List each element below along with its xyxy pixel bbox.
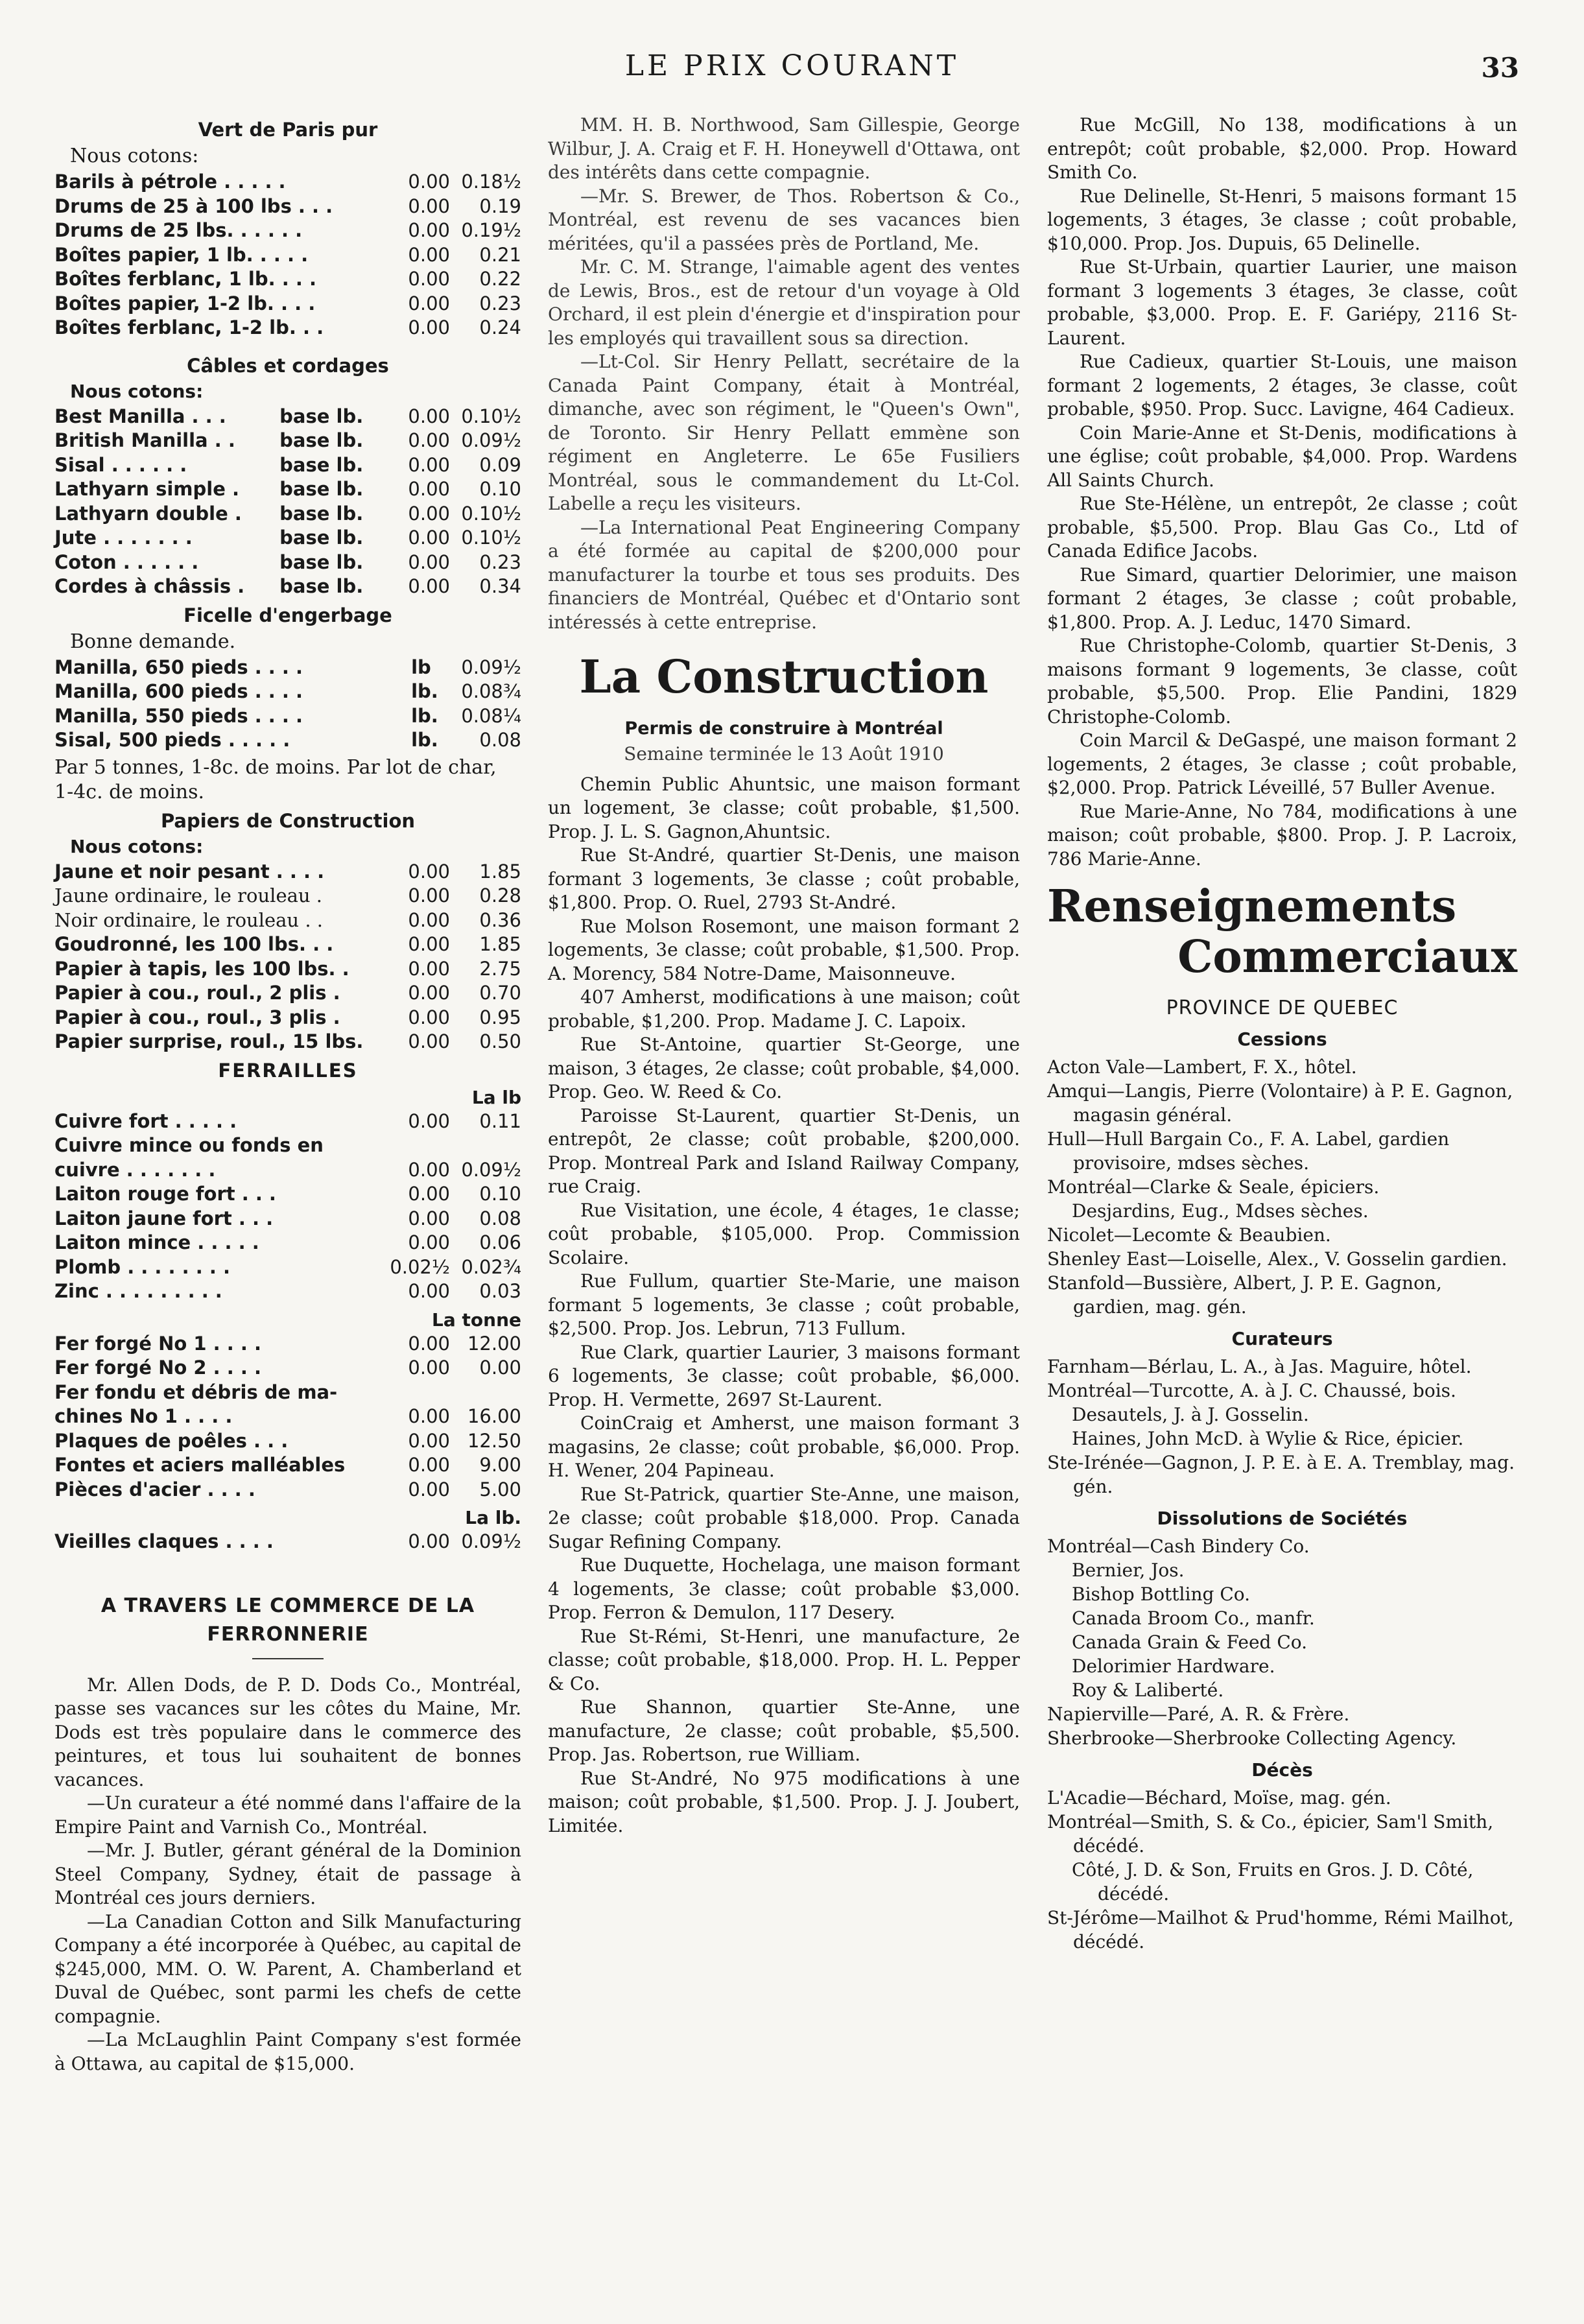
item-unit: base lb. <box>279 527 364 549</box>
paragraph: Rue St-Patrick, quartier Ste-Anne, une maison, 2e classe; coût probable $18,000. Prop. Canada Sugar Refining Company. <box>548 1483 1020 1552</box>
paragraph: Coin Marcil & DeGaspé, une maison formant 2 logements, 2 étages, 3e classe ; coût probable, $2,000. Prop. Patrick Léveillé, 57 Buller Avenue. <box>1047 729 1517 798</box>
price-row <box>54 1478 521 1502</box>
item-name: Goudronné, les 100 lbs. . . <box>54 933 334 955</box>
price-high: 0.09½ <box>461 429 521 451</box>
list-entry: Montréal—Smith, S. & Co., épicier, Sam'l Smith, décédé. <box>1047 1811 1494 1856</box>
price-table-ferrailles-lb <box>54 1109 521 1304</box>
paragraph: —Lt-Col. Sir Henry Pellatt, secrétaire de la Canada Paint Company, était à Montréal, dimanche, avec son régiment, le "Queen's Own", de Toronto. Sir Henry Pellatt emmène son régiment en Angleterre. Le 65e Fusiliers Montréal, sous le commandement du Lt-Col. Labelle a reçu les visiteurs. <box>548 351 1020 514</box>
price-high: 0.23 <box>479 551 521 573</box>
paragraph: Chemin Public Ahuntsic, une maison formant un logement, 3e classe; coût probable, $1,500. Prop. J. L. S. Gagnon,Ahuntsic. <box>548 773 1020 842</box>
section-subline: Nous cotons: <box>70 145 199 167</box>
price-low: 0.00 <box>408 478 450 500</box>
item-name: Papier surprise, roul., 15 lbs. <box>54 1030 364 1052</box>
list-entry: Sherbrooke—Sherbrooke Collecting Agency. <box>1047 1727 1457 1749</box>
price-high: 0.06 <box>479 1231 521 1253</box>
price-low: 0.00 <box>408 1454 450 1476</box>
price-low: 0.00 <box>408 1357 450 1379</box>
section-subline: Nous cotons: <box>70 380 204 402</box>
paragraph: —La International Peat Engineering Company a été formée au capital de $200,000 pour manufacturer la tourbe et tous ses produits. Des financiers de Montréal, Québec et d'Ontario sont intéressés à cette entreprise. <box>548 516 1020 633</box>
price-low: 0.00 <box>408 292 450 314</box>
deces-list <box>1047 1786 1517 1954</box>
item-name: Drums de 25 lbs. . . . . . <box>54 219 303 241</box>
price-high: 0.23 <box>479 292 521 314</box>
price-low: 0.00 <box>408 405 450 427</box>
item-name: Sisal, 500 pieds . . . . . <box>54 729 290 751</box>
news-article <box>548 113 1020 634</box>
price-low: 0.00 <box>408 316 450 338</box>
price-row <box>54 728 521 753</box>
price-table-ferrailles-lb2 <box>54 1530 521 1554</box>
paragraph: Mr. C. M. Strange, l'aimable agent des ventes de Lewis, Bros., est de retour d'un voyage à Old Orchard, il est plein d'énergie et d'inspiration pour les employés qui travaillent sous sa direction. <box>548 256 1020 349</box>
price-row <box>54 908 521 933</box>
list-entry: Nicolet—Lecomte & Beaubien. <box>1047 1224 1331 1246</box>
curateurs-list <box>1047 1355 1517 1499</box>
paragraph: Rue St-André, No 975 modifications à une maison; coût probable, $1,500. Prop. J. J. Joubert, Limitée. <box>548 1767 1020 1836</box>
price-low: 0.00 <box>408 1231 450 1253</box>
paragraph: Rue Clark, quartier Laurier, 3 maisons formant 6 logements, 3e classe; coût probable, $6,000. Prop. H. Vermette, 2697 St-Laurent. <box>548 1341 1020 1410</box>
price-low <box>379 1381 450 1405</box>
paragraph: —Mr. S. Brewer, de Thos. Robertson & Co., Montréal, est revenu de ses vacances bien méritées, qu'il a passées près de Portland, Me. <box>548 185 1020 254</box>
week-line: Semaine terminée le 13 Août 1910 <box>624 743 944 765</box>
item-name: Cuivre fort . . . . . <box>54 1109 237 1132</box>
list-entry: Montréal—Cash Bindery Co. <box>1047 1536 1310 1557</box>
paragraph: Rue Duquette, Hochelaga, une maison formant 4 logements, 3e classe; coût probable $3,000. Prop. Ferron & Demulon, 117 Desery. <box>548 1554 1020 1623</box>
item-unit: base lb. <box>279 478 364 500</box>
list-entry: Farnham—Bérlau, L. A., à Jas. Maguire, hôtel. <box>1047 1356 1472 1377</box>
price-row <box>54 1453 521 1478</box>
price-low: 0.00 <box>408 957 450 980</box>
item-name: Manilla, 650 pieds . . . . <box>54 656 303 678</box>
price-high: 0.24 <box>479 316 521 338</box>
paragraph: Coin Marie-Anne et St-Denis, modifications à une église; coût probable, $4,000. Prop. Wardens All Saints Church. <box>1047 421 1517 491</box>
price-row <box>54 195 521 219</box>
item-name: Laiton jaune fort . . . <box>54 1207 274 1229</box>
price-high: 0.50 <box>479 1030 521 1052</box>
price-high: 0.10 <box>479 1183 521 1205</box>
price-low: 0.00 <box>408 551 450 573</box>
list-entry: Desautels, J. à J. Gosselin. <box>1072 1404 1309 1425</box>
item-name: Noir ordinaire, le rouleau . . <box>54 908 323 931</box>
price-high: 0.19 <box>479 195 521 217</box>
item-unit: lb. <box>411 704 438 727</box>
price-high: 0.34 <box>479 575 521 597</box>
item-name: Cuivre mince ou fonds en <box>54 1134 324 1156</box>
unit-heading: La lb <box>471 1086 521 1108</box>
price-low: 0.00 <box>408 502 450 525</box>
item-unit: lb <box>411 656 431 678</box>
paragraph: —La Canadian Cotton and Silk Manufacturing Company a été incorporée à Québec, au capital de $245,000, MM. O. W. Parent, A. Chamberland et Duval de Québec, sont parmi les chefs de cette compagnie. <box>54 1910 521 2027</box>
list-entry: Stanfold—Bussière, Albert, J. P. E. Gagnon, gardien, mag. gén. <box>1047 1272 1442 1318</box>
dissolutions-heading: Dissolutions de Sociétés <box>1157 1508 1408 1529</box>
list-entry: L'Acadie—Béchard, Moïse, mag. gén. <box>1047 1787 1391 1808</box>
price-high: 0.36 <box>479 908 521 931</box>
price-row <box>54 267 521 292</box>
price-high: 0.09½ <box>461 656 521 678</box>
paragraph: Rue Ste-Hélène, un entrepôt, 2e classe ; coût probable, $5,500. Prop. Blau Gas Co., Ltd of Canada Edifice Jacobs. <box>1047 493 1517 562</box>
price-row <box>54 405 521 429</box>
paragraph: Rue Fullum, quartier Ste-Marie, une maison formant 5 logements, 3e classe ; coût probable, $2,500. Prop. Jos. Lebrun, 713 Fullum. <box>548 1270 1020 1339</box>
list-entry: Haines, John McD. à Wylie & Rice, épicier. <box>1072 1428 1464 1449</box>
price-low: 0.00 <box>408 219 450 241</box>
price-low: 0.00 <box>408 908 450 931</box>
paragraph: Rue St-Urbain, quartier Laurier, une maison formant 3 logements 3 étages, 3e classe, coût probable, $3,000. Prop. E. F. Gariépy, 2116 St-Laurent. <box>1047 256 1517 349</box>
list-entry: Desjardins, Eug., Mdses sèches. <box>1072 1200 1369 1222</box>
column-prices <box>54 113 521 2076</box>
item-name: cuivre . . . . . . . <box>54 1158 216 1181</box>
price-row <box>54 453 521 478</box>
paragraph: Rue Simard, quartier Delorimier, une maison formant 2 étages, 3e classe ; coût probable, $1,800. Prop. A. J. Leduc, 1470 Simard. <box>1047 563 1517 633</box>
price-high: 12.50 <box>467 1429 521 1452</box>
price-low <box>379 1133 450 1158</box>
item-unit: lb. <box>411 680 438 702</box>
price-high: 0.10½ <box>461 502 521 525</box>
list-entry: Bishop Bottling Co. <box>1072 1583 1251 1605</box>
paragraph: Rue Marie-Anne, No 784, modifications à une maison; coût probable, $800. Prop. J. P. Lacroix, 786 Marie-Anne. <box>1047 800 1517 870</box>
permis-heading: Permis de construire à Montréal <box>624 718 943 739</box>
item-name: Boîtes papier, 1 lb. . . . . <box>54 243 309 266</box>
permits-list-continued <box>1047 113 1517 871</box>
item-unit: base lb. <box>279 453 364 476</box>
price-row <box>54 1030 521 1054</box>
price-high: 0.08 <box>479 729 521 751</box>
item-name: Manilla, 550 pieds . . . . <box>54 704 303 727</box>
price-row <box>54 1405 521 1429</box>
price-row <box>54 219 521 243</box>
price-high: 0.70 <box>479 982 521 1004</box>
paragraph: Rue Delinelle, St-Henri, 5 maisons formant 15 logements, 3 étages, 3e classe ; coût probable, $10,000. Prop. Jos. Dupuis, 65 Delinelle. <box>1047 185 1517 254</box>
item-name: Jaune et noir pesant . . . . <box>54 860 325 883</box>
divider <box>252 1658 324 1659</box>
price-low: 0.00 <box>408 1405 450 1427</box>
price-row <box>54 477 521 502</box>
price-high: 0.22 <box>479 268 521 290</box>
item-name: Laiton rouge fort . . . <box>54 1183 276 1205</box>
item-name: Fer forgé No 2 . . . . <box>54 1357 261 1379</box>
price-row <box>54 1207 521 1231</box>
list-entry: Acton Vale—Lambert, F. X., hôtel. <box>1047 1056 1357 1078</box>
price-row <box>54 1109 521 1134</box>
paragraph: —Un curateur a été nommé dans l'affaire de la Empire Paint and Varnish Co., Montréal. <box>54 1792 521 1838</box>
renseignements-line-1: Renseignements <box>1047 881 1457 932</box>
paragraph: 407 Amherst, modifications à une maison; coût probable, $1,200. Prop. Madame J. C. Lapoix. <box>548 986 1020 1032</box>
price-high: 0.28 <box>479 884 521 907</box>
item-unit: base lb. <box>279 551 364 573</box>
price-low: 0.00 <box>408 884 450 907</box>
dissolutions-list <box>1047 1534 1517 1750</box>
item-name: Lathyarn simple . <box>54 478 239 500</box>
paragraph: —Mr. J. Butler, gérant général de la Dominion Steel Company, Sydney, était de passage à Montréal ces jours derniers. <box>54 1840 521 1908</box>
paragraph: —La McLaughlin Paint Company s'est formée à Ottawa, au capital de $15,000. <box>54 2029 521 2074</box>
price-row <box>54 1133 521 1158</box>
price-high: 0.11 <box>479 1109 521 1132</box>
price-high: 0.09½ <box>461 1158 521 1181</box>
paragraph: Rue McGill, No 138, modifications à un entrepôt; coût probable, $2,000. Prop. Howard Smith Co. <box>1047 114 1517 183</box>
price-high: 0.08¾ <box>461 680 521 702</box>
price-low: 0.00 <box>408 933 450 955</box>
section-heading-vert-de-paris: Vert de Paris pur <box>198 119 378 141</box>
price-low: 0.00 <box>408 195 450 217</box>
section-heading-papiers: Papiers de Construction <box>160 809 416 832</box>
section-heading-ferrailles: FERRAILLES <box>218 1059 358 1082</box>
price-table-cables <box>54 405 521 599</box>
item-name: chines No 1 . . . . <box>54 1405 233 1427</box>
paragraph: Rue St-Rémi, St-Henri, une manufacture, 2e classe; coût probable, $18,000. Prop. H. L. Pepper & Co. <box>548 1625 1020 1694</box>
paragraph: Rue St-André, quartier St-Denis, une maison formant 3 logements, 3e classe ; coût probable, $1,800. Prop. O. Ruel, 2793 St-André. <box>548 844 1020 913</box>
price-high: 0.00 <box>479 1357 521 1379</box>
price-low: 0.00 <box>408 982 450 1004</box>
price-row <box>54 1530 521 1554</box>
cessions-heading: Cessions <box>1237 1028 1327 1050</box>
province-heading: PROVINCE DE QUEBEC <box>1166 997 1399 1019</box>
item-name: Fer forgé No 1 . . . . <box>54 1332 261 1355</box>
paragraph: Rue Visitation, une école, 4 étages, 1e classe; coût probable, $105,000. Prop. Commission Scolaire. <box>548 1199 1020 1268</box>
price-row <box>54 551 521 575</box>
paragraph: Rue Christophe-Colomb, quartier St-Denis, 3 maisons formant 9 logements, 3e classe, coût probable, $5,500. Prop. Elie Pandini, 1829 Christophe-Colomb. <box>1047 635 1517 728</box>
item-name: Jaune ordinaire, le rouleau . <box>54 884 323 907</box>
price-row <box>54 884 521 908</box>
list-entry: Montréal—Turcotte, A. à J. C. Chaussé, bois. <box>1047 1380 1456 1401</box>
section-heading-ficelle: Ficelle d'engerbage <box>183 604 392 626</box>
list-entry: Côté, J. D. & Son, Fruits en Gros. J. D. Côté, décédé. <box>1072 1859 1474 1904</box>
price-row <box>54 429 521 453</box>
item-unit: lb. <box>411 729 438 751</box>
item-name: Sisal . . . . . . <box>54 453 187 476</box>
price-row <box>54 1231 521 1255</box>
price-low: 0.00 <box>408 1109 450 1132</box>
item-unit: base lb. <box>279 502 364 525</box>
price-row <box>54 1356 521 1381</box>
list-entry: Delorimier Hardware. <box>1072 1655 1275 1677</box>
price-low: 0.00 <box>408 575 450 597</box>
renseignements-line-2: Commerciaux <box>1177 931 1517 983</box>
item-name: Barils à pétrole . . . . . <box>54 171 286 193</box>
price-high: 1.85 <box>479 933 521 955</box>
cessions-list <box>1047 1055 1517 1319</box>
price-high: 2.75 <box>479 957 521 980</box>
price-high: 12.00 <box>467 1332 521 1355</box>
price-high: 0.19½ <box>461 219 521 241</box>
permits-list <box>548 773 1020 1838</box>
item-name: Coton . . . . . . <box>54 551 199 573</box>
price-high: 0.08 <box>479 1207 521 1229</box>
price-high: 1.85 <box>479 860 521 883</box>
price-low: 0.00 <box>408 1158 450 1181</box>
price-low: 0.00 <box>408 1429 450 1452</box>
price-low: 0.00 <box>408 1280 450 1302</box>
price-row <box>54 1429 521 1454</box>
item-name: Boîtes ferblanc, 1 lb. . . . <box>54 268 316 290</box>
item-unit: base lb. <box>279 429 364 451</box>
item-name: Lathyarn double . <box>54 502 242 525</box>
item-name: Laiton mince . . . . . <box>54 1231 259 1253</box>
column-news-construction <box>548 113 1020 1838</box>
paragraph: CoinCraig et Amherst, une maison formant 3 magasins, 2e classe; coût probable, $6,000. Prop. H. Wener, 204 Papineau. <box>548 1412 1020 1481</box>
item-name: Boîtes papier, 1-2 lb. . . . <box>54 292 316 314</box>
ficelle-note: Par 5 tonnes, 1-8c. de moins. Par lot de char, 1-4c. de moins. <box>54 755 497 803</box>
price-high: 0.10 <box>479 478 521 500</box>
item-name: Fer fondu et débris de ma- <box>54 1381 338 1403</box>
renseignements-title <box>1047 881 1517 982</box>
price-low: 0.00 <box>408 527 450 549</box>
price-row <box>54 957 521 982</box>
item-name: Cordes à châssis . <box>54 575 245 597</box>
price-row <box>54 1332 521 1357</box>
price-low: 0.00 <box>408 1207 450 1229</box>
price-low: 0.00 <box>408 1030 450 1052</box>
section-heading-travers: A TRAVERS LE COMMERCE DE LA FERRONNERIE <box>100 1594 475 1646</box>
item-name: Jute . . . . . . . <box>54 527 193 549</box>
travers-article <box>54 1674 521 2076</box>
item-name: Fontes et aciers malléables <box>54 1454 346 1476</box>
price-low: 0.00 <box>408 860 450 883</box>
paragraph: Rue Shannon, quartier Ste-Anne, une manufacture, 2e classe; coût probable, $5,500. Prop. Jas. Robertson, rue William. <box>548 1696 1020 1765</box>
paragraph: Rue St-Antoine, quartier St-George, une maison, 3 étages, 2e classe; coût probable, $4,000. Prop. Geo. W. Reed & Co. <box>548 1034 1020 1102</box>
list-entry: Ste-Irénée—Gagnon, J. P. E. à E. A. Tremblay, mag. gén. <box>1047 1452 1515 1497</box>
item-name: Plaques de poêles . . . <box>54 1429 289 1452</box>
price-low: 0.00 <box>408 171 450 193</box>
list-entry: Roy & Laliberté. <box>1072 1679 1224 1701</box>
price-low: 0.00 <box>408 1332 450 1355</box>
price-row <box>54 1255 521 1280</box>
price-high <box>450 1381 521 1405</box>
price-high: 0.95 <box>479 1006 521 1028</box>
price-row <box>54 932 521 957</box>
item-name: Papier à cou., roul., 3 plis . <box>54 1006 340 1028</box>
page-number: 33 <box>1481 52 1519 84</box>
item-name: Manilla, 600 pieds . . . . <box>54 680 303 702</box>
price-row <box>54 1381 521 1405</box>
price-row <box>54 502 521 527</box>
column-renseignements <box>1047 113 1517 1954</box>
journal-title: LE PRIX COURANT <box>624 49 960 82</box>
unit-heading: La lb. <box>465 1507 521 1528</box>
page-header <box>0 44 1584 89</box>
price-low: 0.02½ <box>390 1255 450 1278</box>
item-name: Plomb . . . . . . . . <box>54 1255 230 1278</box>
list-entry: St-Jérôme—Mailhot & Prud'homme, Rémi Mailhot, décédé. <box>1047 1907 1514 1952</box>
list-entry: Montréal—Clarke & Seale, épiciers. <box>1047 1176 1380 1198</box>
section-heading-cables: Câbles et cordages <box>187 354 389 377</box>
price-row <box>54 1279 521 1304</box>
price-low: 0.00 <box>408 268 450 290</box>
price-table-papiers <box>54 860 521 1054</box>
list-entry: Bernier, Jos. <box>1072 1559 1185 1581</box>
item-name: Papier à tapis, les 100 lbs. . <box>54 957 349 980</box>
construction-title: La Construction <box>579 650 989 704</box>
section-subline: Nous cotons: <box>70 835 204 857</box>
unit-heading: La tonne <box>432 1309 521 1331</box>
price-high: 0.10½ <box>461 527 521 549</box>
price-high: 16.00 <box>467 1405 521 1427</box>
list-entry: Canada Broom Co., manfr. <box>1072 1607 1315 1629</box>
item-name: Boîtes ferblanc, 1-2 lb. . . <box>54 316 324 338</box>
list-entry: Shenley East—Loiselle, Alex., V. Gosselin gardien. <box>1047 1248 1507 1270</box>
price-low: 0.00 <box>408 1006 450 1028</box>
price-low: 0.00 <box>408 1478 450 1500</box>
price-high <box>450 1133 521 1158</box>
price-high: 9.00 <box>479 1454 521 1476</box>
price-high: 0.08¼ <box>461 704 521 727</box>
price-row <box>54 526 521 551</box>
price-low: 0.00 <box>408 1530 450 1552</box>
price-row <box>54 704 521 729</box>
price-low: 0.00 <box>408 429 450 451</box>
deces-heading: Décès <box>1251 1759 1313 1781</box>
price-high: 5.00 <box>479 1478 521 1500</box>
price-table-vert-de-paris <box>54 170 521 340</box>
item-name: Best Manilla . . . <box>54 405 226 427</box>
price-row <box>54 316 521 340</box>
section-subline: Bonne demande. <box>70 630 236 653</box>
item-name: Drums de 25 à 100 lbs . . . <box>54 195 333 217</box>
price-row <box>54 243 521 268</box>
price-high: 0.02¾ <box>461 1255 521 1278</box>
price-row <box>54 1182 521 1207</box>
price-high: 0.09½ <box>461 1530 521 1552</box>
price-row <box>54 292 521 316</box>
price-low: 0.00 <box>408 1183 450 1205</box>
paragraph: Mr. Allen Dods, de P. D. Dods Co., Montréal, passe ses vacances sur les côtes du Maine, Mr. Dods est très populaire dans le commerce des peintures, et tous lui souhaitent de bonnes vacances. <box>54 1674 521 1790</box>
list-entry: Napierville—Paré, A. R. & Frère. <box>1047 1703 1350 1725</box>
paragraph: Paroisse St-Laurent, quartier St-Denis, un entrepôt, 2e classe; coût probable, $200,000. Prop. Montreal Park and Island Railway Company, rue Craig. <box>548 1104 1020 1197</box>
paragraph: Rue Cadieux, quartier St-Louis, une maison formant 2 logements, 2 étages, 3e classe, coût probable, $950. Prop. Succ. Lavigne, 464 Cadieux. <box>1047 351 1517 420</box>
price-high: 0.18½ <box>461 171 521 193</box>
price-row <box>54 170 521 195</box>
item-name: British Manilla . . <box>54 429 235 451</box>
price-table-ferrailles-tonne <box>54 1332 521 1502</box>
price-row <box>54 1006 521 1030</box>
item-name: Pièces d'acier . . . . <box>54 1478 255 1500</box>
price-high: 0.03 <box>479 1280 521 1302</box>
paragraph: MM. H. B. Northwood, Sam Gillespie, George Wilbur, J. A. Craig et F. H. Honeywell d'Ottawa, ont des intérêts dans cette compagnie. <box>548 114 1020 183</box>
price-low: 0.00 <box>408 243 450 266</box>
paragraph: Rue Molson Rosemont, une maison formant 2 logements, 3e classe; coût probable, $1,500. Prop. A. Morency, 584 Notre-Dame, Maisonneuve. <box>548 915 1020 984</box>
item-name: Papier à cou., roul., 2 plis . <box>54 982 340 1004</box>
price-row <box>54 1158 521 1183</box>
curateurs-heading: Curateurs <box>1231 1328 1333 1349</box>
price-row <box>54 656 521 680</box>
list-entry: Hull—Hull Bargain Co., F. A. Label, gardien provisoire, mdses sèches. <box>1047 1128 1450 1174</box>
price-row <box>54 680 521 704</box>
item-name: Zinc . . . . . . . . . <box>54 1280 222 1302</box>
item-unit: base lb. <box>279 405 364 427</box>
item-name: Vieilles claques . . . . <box>54 1530 274 1552</box>
item-unit: base lb. <box>279 575 364 597</box>
price-high: 0.10½ <box>461 405 521 427</box>
price-row <box>54 981 521 1006</box>
price-high: 0.09 <box>479 453 521 476</box>
price-high: 0.21 <box>479 243 521 266</box>
price-row <box>54 575 521 599</box>
price-row <box>54 860 521 884</box>
price-table-ficelle <box>54 656 521 753</box>
price-low: 0.00 <box>408 453 450 476</box>
list-entry: Amqui—Langis, Pierre (Volontaire) à P. E. Gagnon, magasin général. <box>1047 1080 1513 1126</box>
list-entry: Canada Grain & Feed Co. <box>1072 1631 1308 1653</box>
